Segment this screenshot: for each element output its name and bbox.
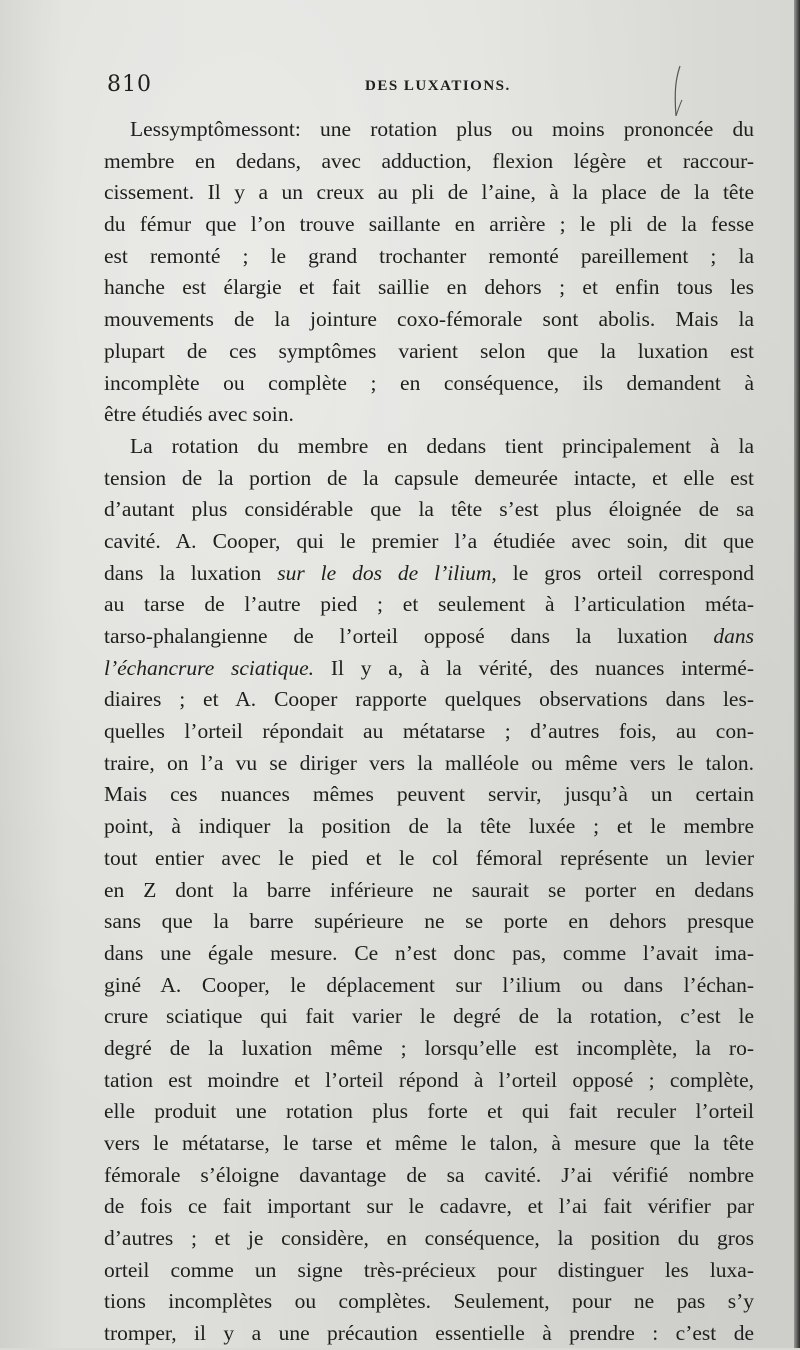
text-line: plupart de ces symptômes varient selon que la luxation est (104, 338, 754, 363)
text-line: giné A. Cooper, le déplacement sur l’ilium ou dans l’échan- (104, 972, 754, 997)
text-line: elle produit une rotation plus forte et qui fait reculer l’orteil (104, 1099, 754, 1124)
text-line: dans une égale mesure. Ce n’est donc pas, comme l’avait ima- (104, 940, 754, 965)
page-number: 810 (107, 72, 152, 97)
text-line: en Z dont la barre inférieure ne saurait se porter en dedans (104, 877, 754, 902)
italic-run: dans (713, 624, 754, 648)
text-line: mouvements de la jointure coxo-fémorale sont abolis. Mais la (104, 307, 754, 332)
text-line: quelles l’orteil répondait au métatarse ; d’autres fois, au con- (104, 719, 754, 744)
text-line: cavité. A. Cooper, qui le premier l’a étudiée avec soin, dit que (104, 528, 754, 553)
text-line: tions incomplètes ou complètes. Seulement, pour ne pas s’y (104, 1289, 754, 1314)
page-header (107, 72, 755, 106)
italic-run: sur le dos de l’ilium, (277, 560, 497, 585)
text-line: d’autres ; et je considère, en conséquence, la position du gros (104, 1226, 754, 1251)
text-line: hanche est élargie et fait saillie en dehors ; et enfin tous les (104, 275, 754, 300)
text-line: Mais ces nuances mêmes peuvent servir, jusqu’à un certain (104, 782, 754, 807)
running-title: DES LUXATIONS. (365, 78, 511, 94)
text-line: degré de la luxation même ; lorsqu’elle est incomplète, la ro- (104, 1035, 754, 1060)
text-line: La rotation du membre en dedans tient principalement à la (130, 433, 754, 458)
text-line: d’autant plus considérable que la tête s’est plus éloignée de sa (104, 497, 754, 522)
text-line: incomplète ou complète ; en conséquence, ils demandent à (104, 370, 754, 395)
text-line: est remonté ; le grand trochanter remonté pareillement ; la (104, 243, 754, 268)
text-line (104, 621, 754, 653)
page-edge-shadow (794, 0, 800, 1348)
text-line: cissement. Il y a un creux au pli de l’aine, à la place de la tête (104, 180, 754, 205)
text-run: le gros orteil correspond (496, 560, 754, 585)
italic-run: l’échancrure sciatique. (104, 655, 315, 680)
text-line: point, à indiquer la position de la tête luxée ; et le membre (104, 814, 754, 839)
text-line: de fois ce fait important sur le cadavre, et l’ai fait vérifier par (104, 1194, 754, 1219)
text-line: tromper, il y a une précaution essentielle à prendre : c’est de (104, 1321, 754, 1346)
text-line: fémorale s’éloigne davantage de sa cavité. J’ai vérifié nombre (104, 1162, 754, 1187)
text-line (104, 558, 754, 590)
text-line: crure sciatique qui fait varier le degré de la rotation, c’est le (104, 1004, 754, 1029)
text-line (104, 653, 754, 685)
text-run: dans la luxation (104, 560, 278, 585)
text-line: vers le métatarse, le tarse et même le talon, à mesure que la tête (104, 1131, 754, 1155)
text-line: membre en dedans, avec adduction, flexion légère et raccour- (104, 148, 754, 173)
text-line: tout entier avec le pied et le col fémoral représente un levier (104, 845, 754, 870)
text-run: Il y a, à la vérité, des nuances intermé- (314, 655, 754, 680)
text-line: sans que la barre supérieure ne se porte en dehors presque (104, 909, 754, 934)
text-line: diaires ; et A. Cooper rapporte quelques observations dans les- (104, 687, 754, 712)
text-line: tension de la portion de la capsule demeurée intacte, et elle est (104, 465, 754, 490)
text-line: au tarse de l’autre pied ; et seulement à l’articulation méta- (104, 592, 754, 617)
text-line: traire, on l’a vu se diriger vers la malléole ou même vers le talon. (104, 750, 754, 775)
text-line: Lessymptômessont: une rotation plus ou moins prononcée du (130, 117, 754, 141)
text-line: être étudiés avec soin. (104, 402, 294, 427)
text-line: tation est moindre et l’orteil répond à l’orteil opposé ; complète, (104, 1067, 754, 1092)
text-run: tarso-phalangienne de l’orteil opposé dans la luxation (104, 624, 714, 648)
body-text (104, 114, 754, 1350)
text-line: orteil comme un signe très-précieux pour distinguer les luxa- (104, 1257, 754, 1282)
text-line: du fémur que l’on trouve saillante en arrière ; le pli de la fesse (104, 212, 754, 237)
